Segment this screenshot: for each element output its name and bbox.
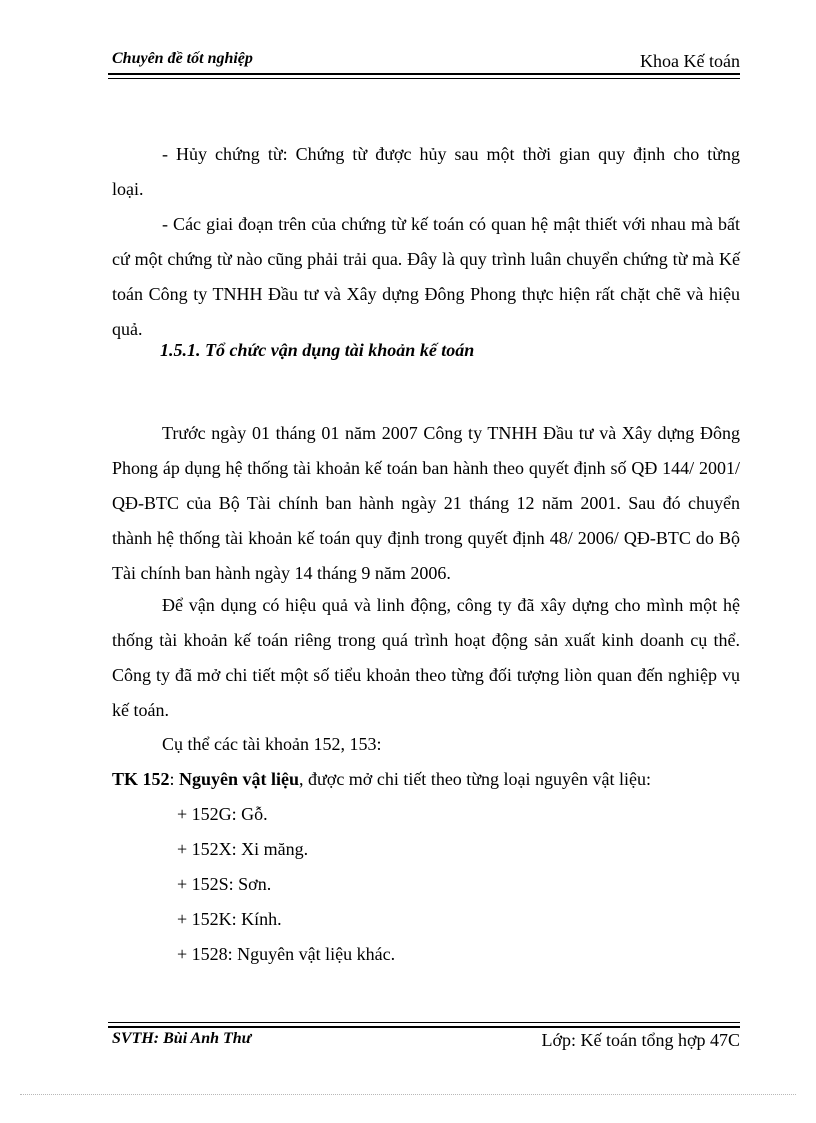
paragraph-giai-doan — [112, 207, 740, 347]
account-item: + 1528: Nguyên vật liệu khác. — [177, 944, 396, 964]
section-heading: 1.5.1. Tổ chức vận dụng tài khoản kế toán — [160, 340, 475, 360]
paragraph-cu-the — [112, 727, 740, 762]
paragraph-text: Để vận dụng có hiệu quả và linh động, công ty đã xây dựng cho mình một hệ thống tài khoản kế toán riêng trong quá trình hoạt động sản xuất kinh doanh cụ thể. Công ty đã mở chi tiết một số tiểu khoản theo từng đối tượng liòn quan đến nghiệp vụ kế toán. — [112, 595, 740, 720]
header-rule — [108, 73, 740, 79]
paragraph-line: loại. — [112, 179, 144, 199]
paragraph-text: - Các giai đoạn trên của chứng từ kế toán có quan hệ mật thiết với nhau mà bất cứ một chứng từ nào cũng phải trải qua. Đây là quy trình luân chuyển chứng từ mà Kế toán Công ty TNHH Đầu tư và Xây dựng Đông Phong thực hiện rất chặt chẽ và hiệu quả. — [112, 214, 740, 339]
paragraph-text: Cụ thể các tài khoản 152, 153: — [162, 734, 382, 754]
header-title: Chuyên đề tốt nghiệp — [112, 50, 253, 67]
page-edge-divider — [20, 1094, 796, 1095]
account-item: + 152S: Sơn. — [177, 874, 272, 894]
paragraph-line: - Hủy chứng từ: Chứng từ được hủy sau một thời gian quy định cho từng — [162, 144, 740, 164]
tk-separator: : — [169, 769, 180, 789]
tk-name: Nguyên vật liệu — [179, 769, 300, 789]
account-item: + 152G: Gỗ. — [177, 804, 268, 824]
header-department: Khoa Kế toán — [640, 51, 740, 71]
paragraph-van-dung — [112, 588, 740, 728]
account-item: + 152X: Xi măng. — [177, 839, 309, 859]
paragraph-text: Trước ngày 01 tháng 01 năm 2007 Công ty TNHH Đầu tư và Xây dựng Đông Phong áp dụng hệ thống tài khoản kế toán ban hành theo quyết định số QĐ 144/ 2001/ QĐ-BTC của Bộ Tài chính ban hành ngày 21 tháng 12 năm 2001. Sau đó chuyển thành hệ thống tài khoản kế toán quy định trong quyết định 48/ 2006/ QĐ-BTC do Bộ Tài chính ban hành ngày 14 tháng 9 năm 2006. — [112, 423, 740, 583]
account-item: + 152K: Kính. — [177, 909, 282, 929]
paragraph-huy-chung-tu — [112, 137, 740, 207]
tk152-line — [112, 762, 651, 797]
footer-student: SVTH: Bùi Anh Thư — [112, 1030, 252, 1047]
tk-code: TK 152 — [112, 769, 170, 789]
paragraph-truoc-ngay — [112, 416, 740, 591]
tk-description: , được mở chi tiết theo từng loại nguyên vật liệu: — [299, 769, 652, 789]
footer-class: Lớp: Kế toán tổng hợp 47C — [541, 1030, 740, 1050]
footer-rule — [108, 1022, 740, 1028]
